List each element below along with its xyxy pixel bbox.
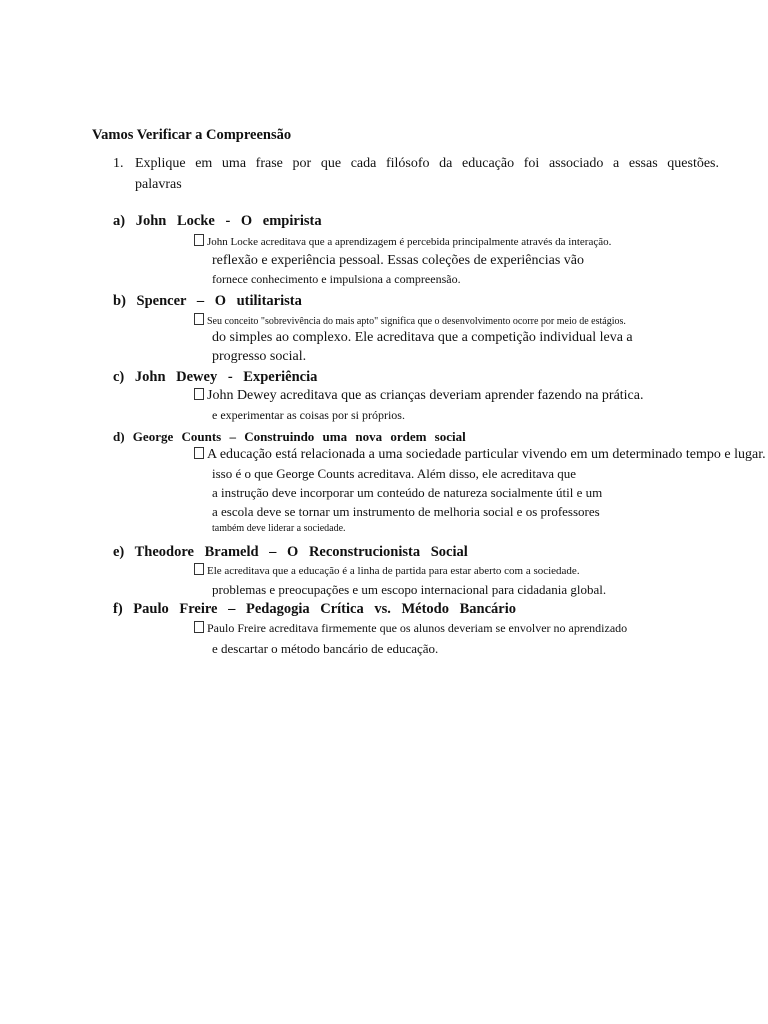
item-text-line: problemas e preocupações e um escopo internacional para cidadania global.	[212, 582, 607, 597]
question-text-line-2: palavras	[135, 177, 182, 192]
item-text-line: isso é o que George Counts acreditava. Além disso, ele acreditava que	[212, 466, 577, 481]
item-text-line: a escola deve se tornar um instrumento de melhoria social e os professores	[212, 504, 600, 519]
item-text-line: e descartar o método bancário de educação.	[212, 641, 439, 656]
bullet-box-icon	[194, 621, 204, 633]
bullet-box-icon	[194, 313, 204, 325]
item-heading-brameld: e) Theodore Brameld – O Reconstrucionista Social	[113, 544, 468, 560]
bullet-box-icon	[194, 563, 204, 575]
bullet-box-icon	[194, 234, 204, 246]
item-text-line: reflexão e experiência pessoal. Essas coleções de experiências vão	[212, 253, 584, 268]
item-bullet-line-freire: Paulo Freire acreditava firmemente que os alunos deveriam se envolver no aprendizado	[194, 621, 627, 634]
item-text-line: fornece conhecimento e impulsiona a compreensão.	[212, 272, 461, 286]
item-heading-counts: d) George Counts – Construindo uma nova ordem social	[113, 429, 466, 444]
item-bullet-line-dewey: John Dewey acreditava que as crianças deveriam aprender fazendo na prática.	[194, 388, 644, 403]
question-text-line-1: Explique em uma frase por que cada filósofo da educação foi associado a essas questões.	[135, 156, 719, 171]
item-bullet-line-spencer: Seu conceito "sobrevivência do mais apto" significa que o desenvolvimento ocorre por meio de estágios.	[194, 313, 626, 327]
item-text-line: a instrução deve incorporar um conteúdo de natureza socialmente útil e um	[212, 485, 603, 500]
item-text-line: também deve liderar a sociedade.	[212, 523, 346, 534]
item-heading-freire: f) Paulo Freire – Pedagogia Crítica vs. Método Bancário	[113, 601, 516, 617]
item-bullet-line-locke: John Locke acreditava que a aprendizagem é percebida principalmente através da interação.	[194, 234, 611, 248]
item-text-line: progresso social.	[212, 349, 307, 364]
bullet-box-icon	[194, 388, 204, 400]
item-bullet-line-counts: A educação está relacionada a uma sociedade particular vivendo em um determinado tempo e lugar.	[194, 447, 766, 462]
item-bullet-line-brameld: Ele acreditava que a educação é a linha de partida para estar aberto com a sociedade.	[194, 563, 580, 577]
item-text-line: e experimentar as coisas por si próprios.	[212, 408, 405, 422]
item-text-line: do simples ao complexo. Ele acreditava que a competição individual leva a	[212, 330, 633, 345]
page-title: Vamos Verificar a Compreensão	[92, 127, 292, 143]
item-heading-spencer: b) Spencer – O utilitarista	[113, 293, 302, 309]
item-heading-dewey: c) John Dewey - Experiência	[113, 369, 318, 385]
question-number: 1.	[113, 156, 124, 171]
item-heading-locke: a) John Locke - O empirista	[113, 213, 322, 229]
bullet-box-icon	[194, 447, 204, 459]
